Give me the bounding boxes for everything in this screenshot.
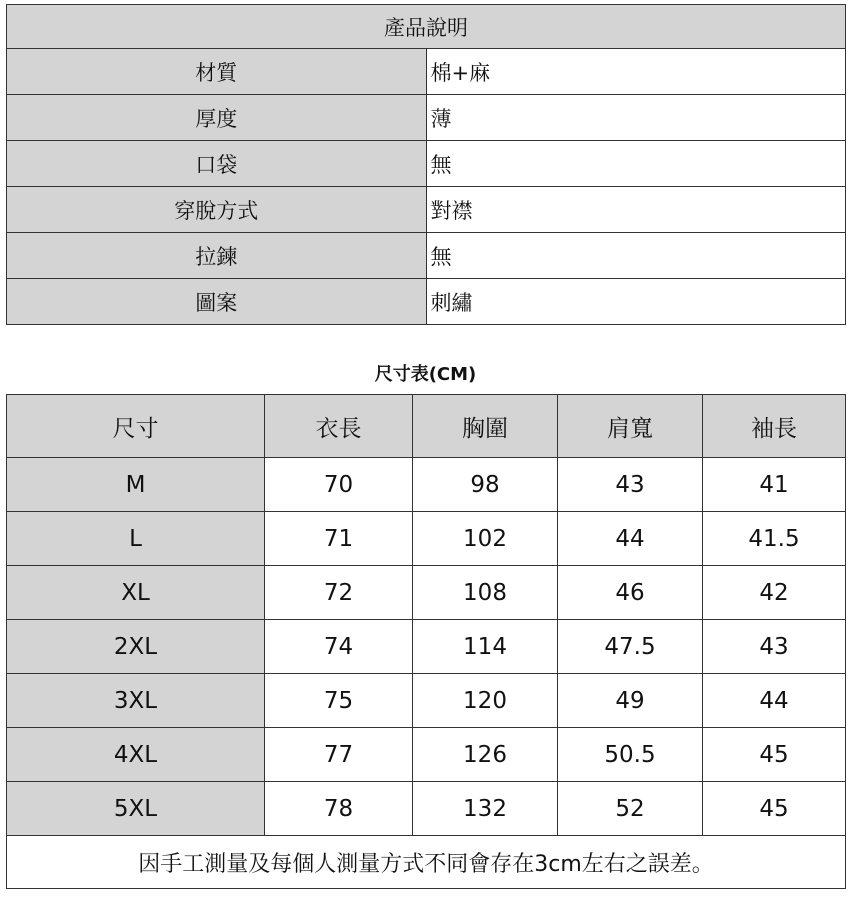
- shoulder-cell: 46: [558, 566, 703, 620]
- size-chart-note-row: [7, 836, 846, 889]
- table-row: [7, 566, 846, 620]
- product-label: 厚度: [7, 95, 427, 141]
- size-chart-header-row: [7, 395, 846, 458]
- shoulder-cell: 49: [558, 674, 703, 728]
- product-row-pocket: [7, 141, 846, 187]
- column-header-sleeve: 袖長: [703, 395, 846, 458]
- product-row-zipper: [7, 233, 846, 279]
- length-cell: 72: [265, 566, 413, 620]
- shoulder-cell: 44: [558, 512, 703, 566]
- shoulder-cell: 47.5: [558, 620, 703, 674]
- length-cell: 75: [265, 674, 413, 728]
- column-header-size: 尺寸: [7, 395, 265, 458]
- product-row-closure: [7, 187, 846, 233]
- sleeve-cell: 44: [703, 674, 846, 728]
- size-cell: M: [7, 458, 265, 512]
- product-row-thickness: [7, 95, 846, 141]
- table-row: [7, 620, 846, 674]
- table-row: [7, 782, 846, 836]
- table-row: [7, 458, 846, 512]
- shoulder-cell: 50.5: [558, 728, 703, 782]
- table-row: [7, 512, 846, 566]
- product-value: 薄: [426, 95, 846, 141]
- sleeve-cell: 45: [703, 782, 846, 836]
- column-header-length: 衣長: [265, 395, 413, 458]
- size-chart-table: [6, 394, 846, 889]
- shoulder-cell: 43: [558, 458, 703, 512]
- product-label: 穿脫方式: [7, 187, 427, 233]
- chest-cell: 98: [413, 458, 558, 512]
- product-row-pattern: [7, 279, 846, 325]
- chest-cell: 120: [413, 674, 558, 728]
- product-value: 棉+麻: [426, 49, 846, 95]
- sleeve-cell: 43: [703, 620, 846, 674]
- length-cell: 71: [265, 512, 413, 566]
- sleeve-cell: 41: [703, 458, 846, 512]
- column-header-chest: 胸圍: [413, 395, 558, 458]
- length-cell: 77: [265, 728, 413, 782]
- size-cell: 4XL: [7, 728, 265, 782]
- column-header-shoulder: 肩寬: [558, 395, 703, 458]
- chest-cell: 132: [413, 782, 558, 836]
- product-value: 無: [426, 141, 846, 187]
- size-cell: 3XL: [7, 674, 265, 728]
- product-value: 刺繡: [426, 279, 846, 325]
- product-description-header-row: [7, 5, 846, 49]
- chest-cell: 108: [413, 566, 558, 620]
- product-description-title: 產品說明: [7, 5, 846, 49]
- chest-cell: 126: [413, 728, 558, 782]
- chest-cell: 102: [413, 512, 558, 566]
- chest-cell: 114: [413, 620, 558, 674]
- sleeve-cell: 45: [703, 728, 846, 782]
- product-value: 無: [426, 233, 846, 279]
- size-cell: 5XL: [7, 782, 265, 836]
- sleeve-cell: 41.5: [703, 512, 846, 566]
- size-chart-title: 尺寸表(CM): [374, 364, 477, 385]
- table-row: [7, 674, 846, 728]
- size-cell: 2XL: [7, 620, 265, 674]
- product-label: 圖案: [7, 279, 427, 325]
- product-value: 對襟: [426, 187, 846, 233]
- size-cell: XL: [7, 566, 265, 620]
- length-cell: 74: [265, 620, 413, 674]
- product-row-material: [7, 49, 846, 95]
- measurement-note: 因手工測量及每個人測量方式不同會存在3cm左右之誤差。: [7, 836, 846, 889]
- product-label: 口袋: [7, 141, 427, 187]
- size-cell: L: [7, 512, 265, 566]
- length-cell: 78: [265, 782, 413, 836]
- length-cell: 70: [265, 458, 413, 512]
- table-row: [7, 728, 846, 782]
- shoulder-cell: 52: [558, 782, 703, 836]
- product-label: 材質: [7, 49, 427, 95]
- sleeve-cell: 42: [703, 566, 846, 620]
- product-description-table: [6, 4, 846, 325]
- product-label: 拉鍊: [7, 233, 427, 279]
